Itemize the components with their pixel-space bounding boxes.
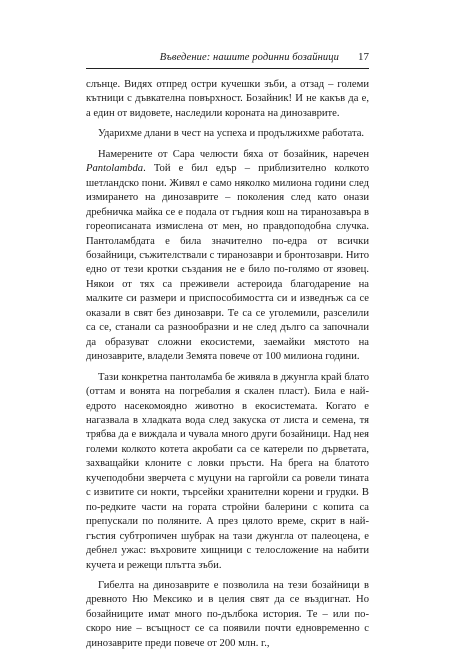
paragraph-text: . Той е бил едър – приблизително колкото шетландско пони. Живял е само няколко милиона години след измирането на динозаврите – поколения след като онази дребничка майка се е подала от гъдния кош на тиранозавъра в гореописаната измислена от мен, но правдоподобна случка. Пантоламбдата е била значително по-едра от всички бозайници, съжителствали с тиранозаври и бронтозаври. Нито едно от тези кротки създания не е било по-голямо от язовец. Някои от тях са преживели астероида благодарение на малките си размери и приспособимостта си и изведнъж са се оказали в свят без динозаври. Те са се уголемили, разселили са се, станали са разнообразни и не след дълго са започнали да образуват сложни екосистеми, заемайки мястото на динозаврите, владели Земята повече от 100 милиона години.: [86, 163, 369, 363]
paragraph: Ударихме длани в чест на успеха и продължихме работата.: [98, 128, 365, 140]
paragraph: [86, 148, 369, 365]
paragraph: Тази конкретна пантоламба бе живяла в джунгла край блато (оттам и вонята на погребалия я скален пласт). Била е най-едрото насекомоядно животно в екосистемата. Когато е нагазвала в хладката вода след закуска от листа и семена, тя трябва да е виждала и чувала много други бозайници. Над нея големи колкото котета акробати са се катерели по дърветата, захващайки клоните с ловки пръсти. На брега на блатото кучеподобни зверчета с муцуни на гаргойли са ровели тината с извитите си нокти, търсейки хранителни корени и грудки. В по-редките части на гората стройни балерини с копита са препускали по поляните. А през цялото време, скрит в най-гъстия субтропичен шубрак на тази джунгла от палеоцена, е дебнел ужас: въхровите хищници с телосложение на набити кучета и режещи плътта зъби.: [86, 371, 369, 571]
page-number: 17: [358, 51, 369, 63]
running-head: Въведение: нашите родинни бозайници: [159, 52, 339, 63]
paragraph: Гибелта на динозаврите е позволила на тези бозайници в древното Ню Мексико и в целия свят да се въздигнат. Но бозайниците имат много по-дълбока история. Те – или по-скоро ние – всъщност се са появили почти едновременно с динозаврите преди повече от 200 млн. г.,: [86, 579, 369, 649]
page-header: [86, 50, 369, 69]
paragraph-text: Намерените от Сара челюсти бяха от бозайник, наречен: [98, 148, 369, 160]
taxon-name: Pantolambda: [86, 163, 144, 175]
body-text: [86, 78, 369, 651]
paragraph: слънце. Видях отпред остри кучешки зъби, а отзад – големи кътници с дъвкателна повърхност. Бозайник! И не какъв да е, а един от видовете, наследили короната на динозаврите.: [86, 79, 369, 119]
